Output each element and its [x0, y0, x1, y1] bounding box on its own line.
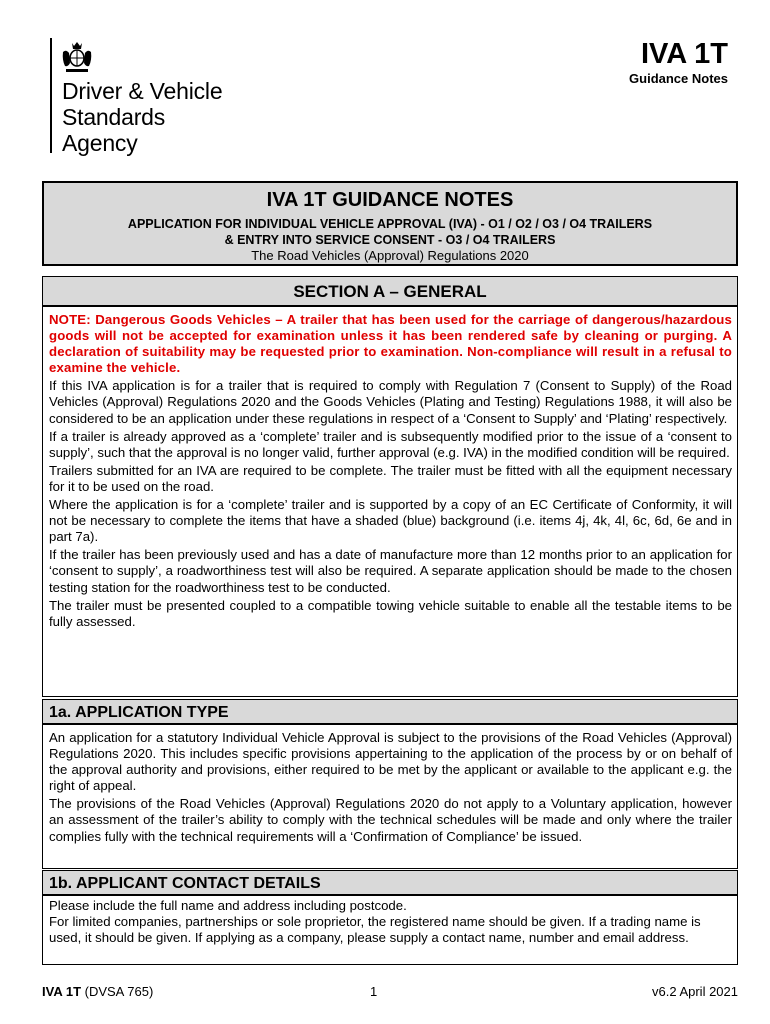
agency-name-line-3: Agency	[62, 130, 138, 156]
title-box	[42, 181, 738, 266]
page-number: 1	[370, 984, 378, 999]
agency-name-line-1: Driver & Vehicle	[62, 78, 223, 104]
section-a-paragraph-2: If a trailer is already approved as a ‘complete’ trailer and is subsequently modified prior to the issue of a ‘consent to supply’, such that the approval is no longer valid, further approval (e.g. IVA) in the modified condition will be required.	[49, 428, 732, 460]
agency-name	[62, 78, 222, 156]
section-1b	[42, 870, 738, 965]
royal-coat-of-arms-icon	[60, 40, 94, 74]
section-1a-heading: 1a. APPLICATION TYPE	[43, 700, 737, 725]
page-title: IVA 1T GUIDANCE NOTES	[266, 189, 514, 211]
title-line-4: The Road Vehicles (Approval) Regulations 2020	[251, 248, 529, 263]
section-a-paragraph-5: If the trailer has been previously used and has a date of manufacture more than 12 months prior to an application for ‘consent to supply’, a roadworthiness test will also be required. A separate application should be made to the chosen testing station for the roadworthiness test to be conducted.	[49, 547, 732, 595]
section-1b-paragraph-1: Please include the full name and address including postcode.	[49, 898, 407, 913]
section-a-paragraph-6: The trailer must be presented coupled to a compatible towing vehicle suitable to enable all the testable items to be fully assessed.	[49, 597, 732, 629]
footer-form-id: IVA 1T	[42, 984, 82, 999]
section-1b-paragraph-2: For limited companies, partnerships or sole proprietor, the registered name should be given. If a trading name is used, it should be given. If applying as a company, please supply a contact name, number and email address.	[49, 914, 701, 946]
form-subtitle: Guidance Notes	[629, 71, 728, 86]
section-1a-paragraph-2: The provisions of the Road Vehicles (Approval) Regulations 2020 do not apply to a Voluntary application, however an assessment of the trailer’s ability to comply with the technical schedules will be made and only where the trailer complies fully with the technical requirements will a ‘Confirmation of Compliance’ be issued.	[49, 796, 732, 844]
section-a-paragraph-1: If this IVA application is for a trailer that is required to comply with Regulation 7 (Consent to Supply) of the Road Vehicles (Approval) Regulations 2020 and the Goods Vehicles (Plating and Testing) Regulations 1988, it will also be considered to be an application under these regulations in respect of a ‘Consent to Supply’ and ‘Plating’ respectively.	[49, 378, 732, 426]
section-1b-body	[43, 896, 737, 946]
title-line-2: APPLICATION FOR INDIVIDUAL VEHICLE APPROVAL (IVA) - O1 / O2 / O3 / O4 TRAILERS	[127, 217, 653, 231]
section-a-body	[43, 307, 737, 630]
section-1a-paragraph-1: An application for a statutory Individual Vehicle Approval is subject to the provisions of the Road Vehicles (Approval) Regulations 2020. This includes specific provisions appertaining to the application of the process by or on behalf of the approval authority and provisions, either required to be met by the applicant or available to the applicant e.g. the right of appeal.	[49, 730, 732, 794]
version-date: v6.2 April 2021	[651, 984, 738, 999]
section-a-heading: SECTION A – GENERAL	[43, 277, 737, 307]
section-1b-heading: 1b. APPLICANT CONTACT DETAILS	[43, 871, 737, 896]
section-1a	[42, 699, 738, 869]
footer-form-ref	[42, 984, 153, 999]
section-a-paragraph-4: Where the application is for a ‘complete’ trailer and is supported by a copy of an EC Certificate of Conformity, it will not be necessary to complete the items that have a shaded (blue) background (i.e. items 4j, 4k, 4l, 6c, 6d, 6e and in part 7a).	[49, 497, 732, 545]
form-id: IVA 1T	[640, 38, 728, 70]
section-a-paragraph-3: Trailers submitted for an IVA are required to be complete. The trailer must be fitted with all the equipment necessary for it to be used on the road.	[49, 462, 732, 494]
dangerous-goods-note: NOTE: Dangerous Goods Vehicles – A trailer that has been used for the carriage of dangerous/hazardous goods will not be accepted for examination unless it has been rendered safe by cleaning or purging. A declaration of suitability may be requested prior to examination. Non-compliance will result in a refusal to examine the vehicle.	[49, 312, 732, 376]
title-line-3: & ENTRY INTO SERVICE CONSENT - O3 / O4 TRAILERS	[224, 233, 556, 247]
footer-dvsa-ref: (DVSA 765)	[81, 984, 154, 999]
document-id	[629, 38, 728, 86]
section-1a-body	[43, 725, 737, 845]
section-a	[42, 276, 738, 697]
page-footer	[42, 984, 738, 1002]
agency-logo	[50, 38, 310, 156]
agency-name-line-2: Standards	[62, 104, 166, 130]
logo-divider	[50, 38, 52, 153]
